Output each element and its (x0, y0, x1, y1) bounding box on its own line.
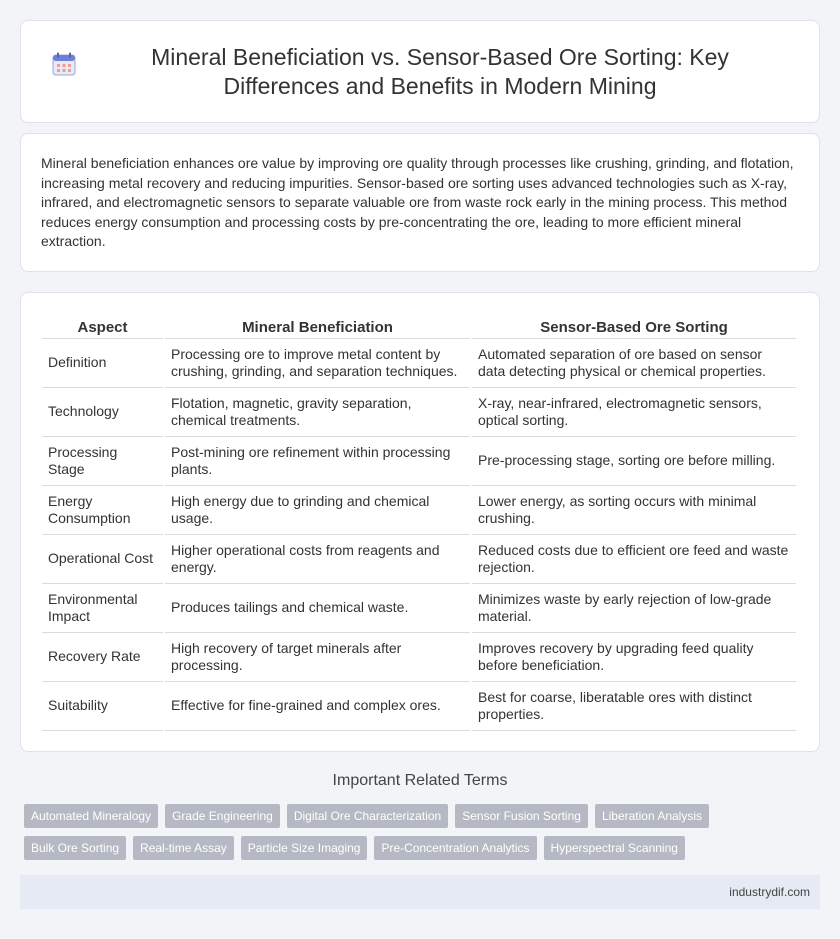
related-terms-tags (24, 804, 824, 868)
tag-hyperspectral-scanning[interactable]: Hyperspectral Scanning (544, 836, 685, 860)
row-beneficiation: Produces tailings and chemical waste. (165, 584, 470, 633)
intro-paragraph: Mineral beneficiation enhances ore value by improving ore quality through processes like crushing, grinding, and flotation, increasing metal recovery and reducing impurities. Sensor-based ore sorting uses advanced technologies such as X-ray, infrared, and electromagnetic sensors to separate valuable ore from waste rock early in the mining process. This method reduces energy consumption and processing costs by pre-concentrating the ore, leading to more efficient mineral extraction. (41, 155, 794, 250)
row-aspect: Environmental Impact (42, 584, 163, 633)
row-aspect: Suitability (42, 682, 163, 731)
table-row (42, 437, 796, 486)
row-aspect: Operational Cost (42, 535, 163, 584)
table-row (42, 682, 796, 731)
row-beneficiation: High recovery of target minerals after processing. (165, 633, 470, 682)
row-sorting: Lower energy, as sorting occurs with minimal crushing. (472, 486, 796, 535)
tag-sensor-fusion-sorting[interactable]: Sensor Fusion Sorting (455, 804, 588, 828)
row-sorting: Improves recovery by upgrading feed quality before beneficiation. (472, 633, 796, 682)
row-aspect: Definition (42, 339, 163, 388)
row-sorting: Reduced costs due to efficient ore feed and waste rejection. (472, 535, 796, 584)
row-beneficiation: Flotation, magnetic, gravity separation, chemical treatments. (165, 388, 470, 437)
header-sensor-sorting: Sensor-Based Ore Sorting (472, 315, 796, 339)
row-sorting: X-ray, near-infrared, electromagnetic sensors, optical sorting. (472, 388, 796, 437)
row-aspect: Technology (42, 388, 163, 437)
header-aspect: Aspect (42, 315, 163, 339)
row-sorting: Best for coarse, liberatable ores with distinct properties. (472, 682, 796, 731)
tag-automated-mineralogy[interactable]: Automated Mineralogy (24, 804, 158, 828)
intro-card (20, 133, 820, 272)
tag-row (24, 804, 824, 828)
footer-site[interactable]: industrydif.com (729, 885, 810, 899)
row-beneficiation: High energy due to grinding and chemical usage. (165, 486, 470, 535)
comparison-table-card (20, 292, 820, 752)
tag-grade-engineering[interactable]: Grade Engineering (165, 804, 280, 828)
table-row (42, 535, 796, 584)
table-row (42, 388, 796, 437)
tag-digital-ore-characterization[interactable]: Digital Ore Characterization (287, 804, 448, 828)
tag-real-time-assay[interactable]: Real-time Assay (133, 836, 234, 860)
header-mineral-beneficiation: Mineral Beneficiation (165, 315, 470, 339)
page-title: Mineral Beneficiation vs. Sensor-Based Ore Sorting: Key Differences and Benefits in Modern Mining (151, 43, 729, 99)
table-row (42, 633, 796, 682)
footer (20, 875, 820, 909)
row-beneficiation: Effective for fine-grained and complex ores. (165, 682, 470, 731)
title-card (20, 20, 820, 123)
title-wrap (51, 43, 789, 101)
row-aspect: Recovery Rate (42, 633, 163, 682)
row-sorting: Minimizes waste by early rejection of low-grade material. (472, 584, 796, 633)
tag-row (24, 836, 824, 860)
row-beneficiation: Higher operational costs from reagents and energy. (165, 535, 470, 584)
row-beneficiation: Post-mining ore refinement within processing plants. (165, 437, 470, 486)
row-sorting: Pre-processing stage, sorting ore before milling. (472, 437, 796, 486)
related-terms-title: Important Related Terms (332, 772, 508, 789)
row-aspect: Energy Consumption (42, 486, 163, 535)
calendar-icon (51, 51, 77, 77)
tag-particle-size-imaging[interactable]: Particle Size Imaging (241, 836, 368, 860)
table-row (42, 486, 796, 535)
tag-pre-concentration-analytics[interactable]: Pre-Concentration Analytics (374, 836, 536, 860)
table-row (42, 339, 796, 388)
tag-liberation-analysis[interactable]: Liberation Analysis (595, 804, 709, 828)
table-header-row (42, 315, 796, 339)
tag-bulk-ore-sorting[interactable]: Bulk Ore Sorting (24, 836, 126, 860)
table-row (42, 584, 796, 633)
row-aspect: Processing Stage (42, 437, 163, 486)
comparison-table (40, 315, 798, 731)
row-beneficiation: Processing ore to improve metal content by crushing, grinding, and separation techniques. (165, 339, 470, 388)
row-sorting: Automated separation of ore based on sensor data detecting physical or chemical properties. (472, 339, 796, 388)
